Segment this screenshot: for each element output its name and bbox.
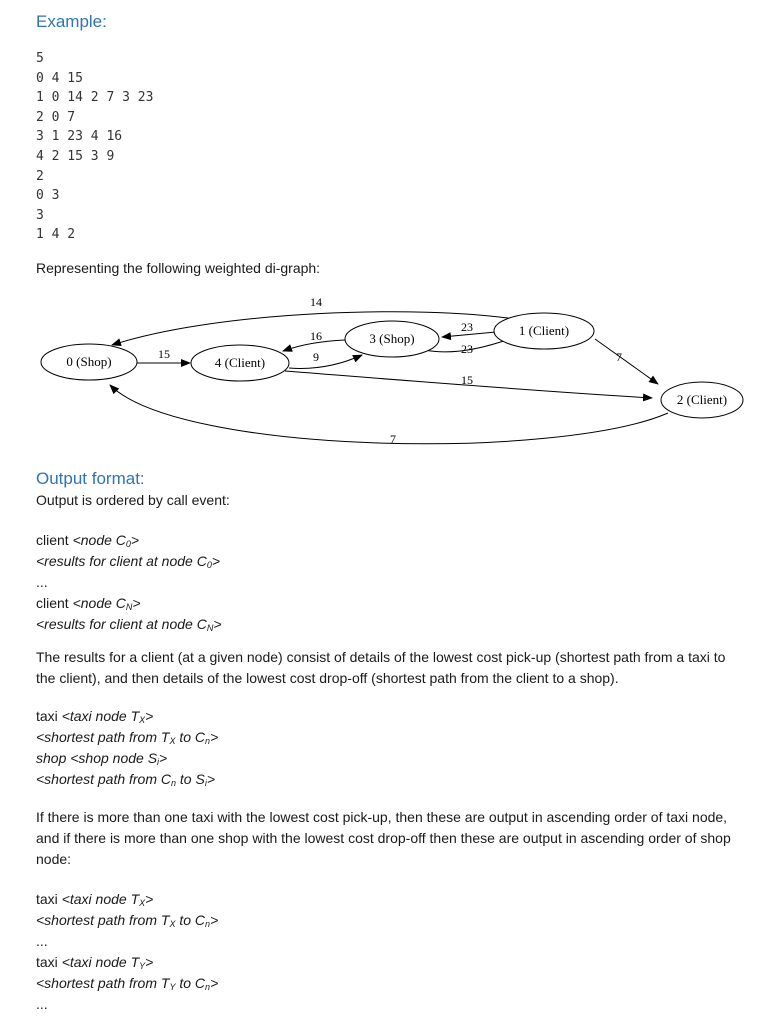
edge-weight: 16 [310,329,322,343]
edge-weight: 15 [461,373,473,387]
edge-weight: 7 [616,350,622,364]
format-shop-line: shop <shop node $S_i>$ [36,750,168,767]
format-taxi-line: taxi <taxi node $T_X>$ [36,891,154,908]
code-line: 0 3 [36,188,60,204]
output-intro: Output is ordered by call event: [36,492,230,508]
format-client-line: client <node $C_N>$ [36,595,141,612]
edge-weight: 9 [313,350,319,364]
node-label: 3 (Shop) [369,331,415,346]
multiple-paragraph: If there is more than one taxi with the lowest cost pick-up, then these are output in ascending order of taxi node, and if there is more than one shop with the lowest cost drop-off then these are output in ascending order of shop node: [36,809,731,867]
format-ellipsis: ... [36,996,48,1012]
edge-4-3 [289,355,362,368]
edge-weight: 15 [158,347,170,361]
edge-weight: 23 [461,342,473,356]
graph-intro: Representing the following weighted di-graph: [36,260,321,276]
code-line: 1 0 14 2 7 3 23 [36,90,154,106]
format-taxi-line: taxi <taxi node $T_Y>$ [36,954,154,971]
format-ellipsis: ... [36,933,48,949]
format-ellipsis: ... [36,574,48,590]
format-taxi-path-line: <shortest path from $T_X$ to $C_n>$ [36,729,219,746]
code-line: 3 [36,207,44,223]
format-taxi-path-line: <shortest path from $T_Y$ to $C_n>$ [36,975,219,992]
code-line: 0 4 15 [36,70,83,86]
edge-weight: 23 [461,320,473,334]
code-line: 3 1 23 4 16 [36,129,123,145]
edge-weight: 7 [390,432,396,446]
code-line: 4 2 15 3 9 [36,148,115,164]
code-line: 5 [36,51,44,66]
input-code-block [36,49,153,245]
format-results-line: <results for client at node $C_N>$ [36,616,222,633]
edge-weight: 14 [310,295,322,309]
format-shop-path-line: <shortest path from $C_n$ to $S_i>$ [36,771,216,788]
node-label: 2 (Client) [676,392,728,407]
code-line: 1 4 2 [36,227,76,243]
node-label: 1 (Client) [518,323,570,338]
format-taxi-line: taxi <taxi node $T_X>$ [36,708,154,725]
output-format-heading: Output format: [36,469,145,488]
example-heading: Example: [36,12,107,31]
node-label: 4 (Client) [214,355,266,370]
weighted-digraph [0,285,782,455]
code-line: 2 [36,168,44,184]
edge-1-2 [595,339,658,384]
format-client-line: client <node $C_0>$ [36,532,140,549]
code-line: 2 0 7 [36,109,76,125]
node-label: 0 (Shop) [66,354,112,369]
format-results-line: <results for client at node $C_0>$ [36,553,221,570]
format-taxi-path-line: <shortest path from $T_X$ to $C_n>$ [36,912,219,929]
results-paragraph: The results for a client (at a given node) consist of details of the lowest cost pick-up (shortest path from a taxi to the client), and then details of the lowest cost drop-off (shortest path from the client to a shop). [36,649,726,686]
